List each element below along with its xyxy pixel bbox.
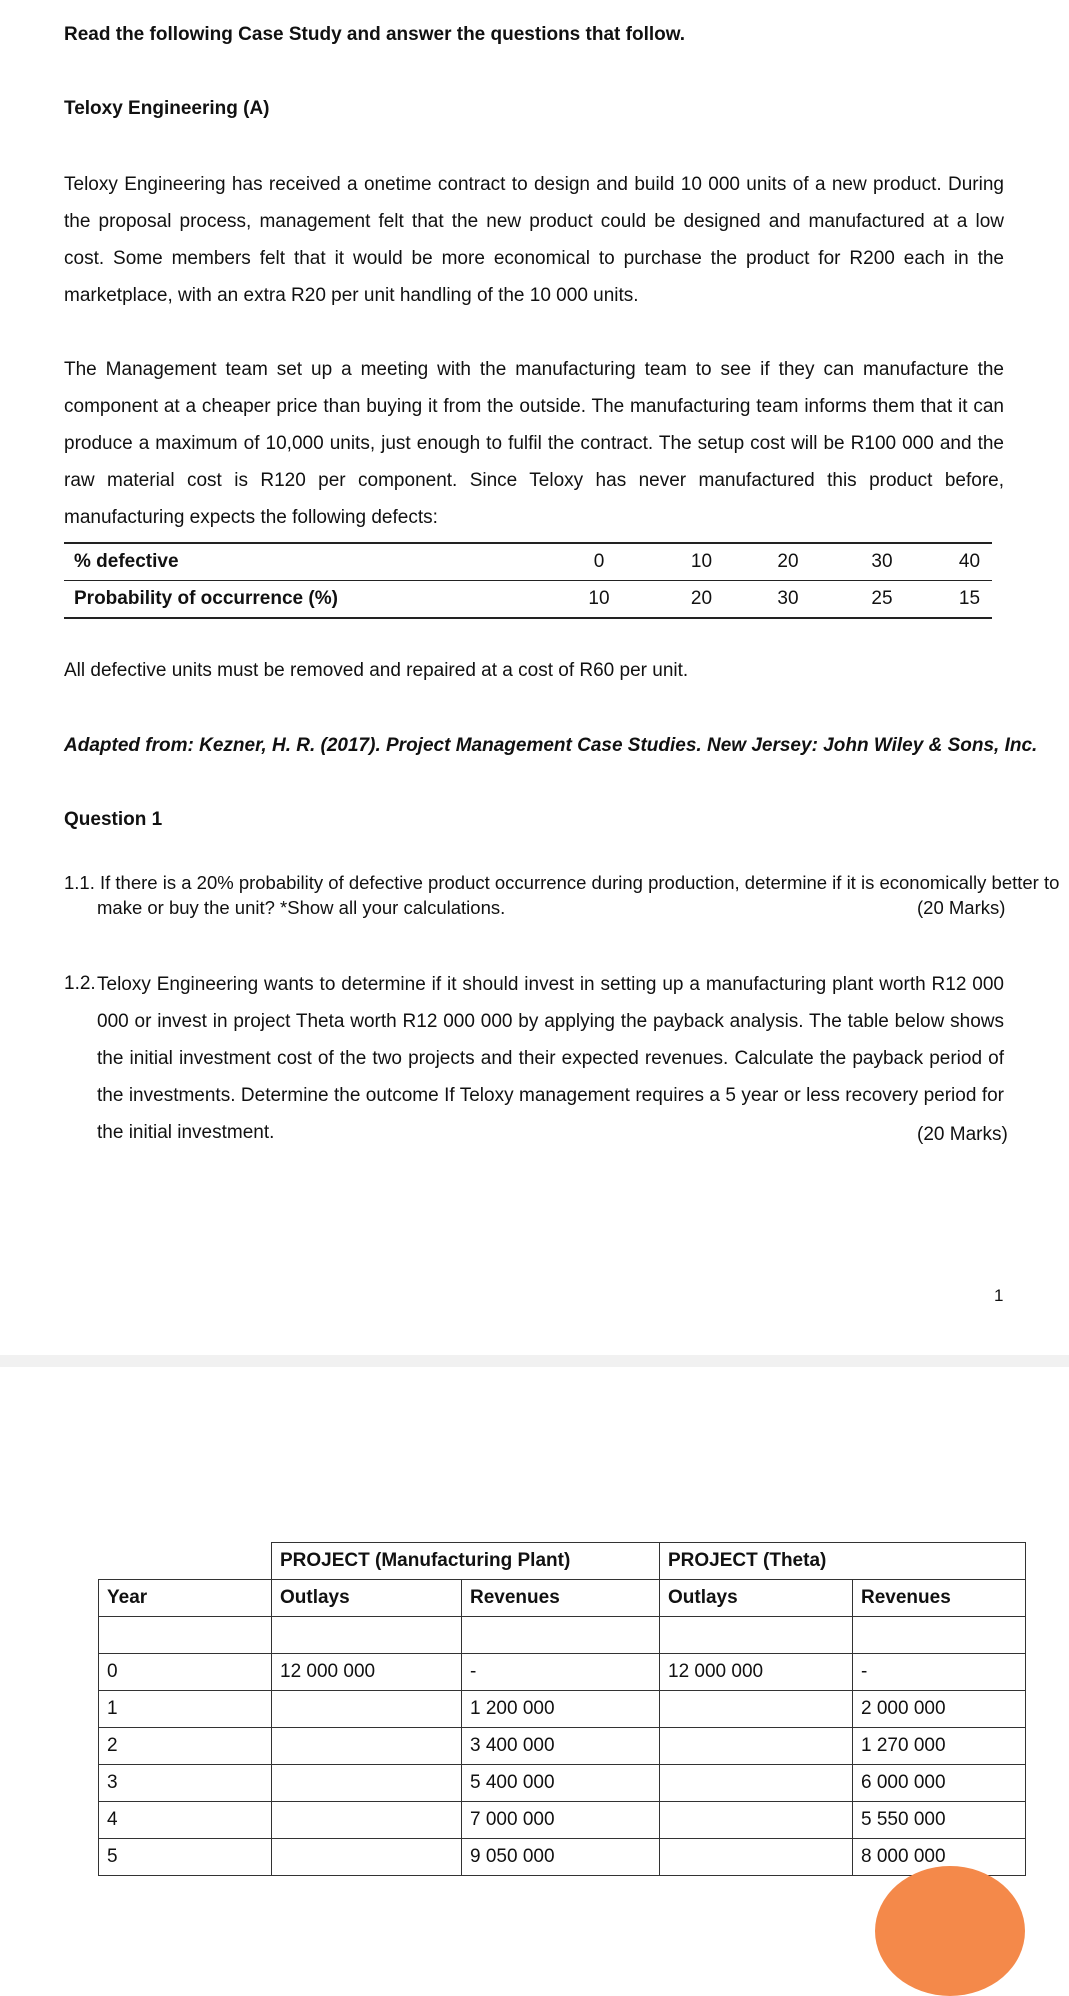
q1-2-marks: (20 Marks)	[917, 1124, 1008, 1145]
a-revenue-cell: 9 050 000	[462, 1839, 660, 1876]
defects-label-probability: Probability of occurrence (%)	[64, 581, 554, 619]
question-heading: Question 1	[64, 809, 163, 830]
b-outlay-cell	[660, 1839, 853, 1876]
floating-action-button[interactable]	[875, 1866, 1025, 1996]
col-b-outlays: Outlays	[660, 1580, 853, 1617]
payback-table	[98, 1542, 1026, 1876]
source-citation: Adapted from: Kezner, H. R. (2017). Project Management Case Studies. New Jersey: John Wiley & Sons, Inc.	[64, 735, 1038, 756]
year-cell: 4	[99, 1802, 272, 1839]
year-cell: 0	[99, 1654, 272, 1691]
q1-1-line2: make or buy the unit? *Show all your calculations.	[97, 897, 506, 918]
defects-cell: 20	[759, 543, 817, 581]
defects-cell: 25	[817, 581, 947, 619]
a-revenue-cell: 5 400 000	[462, 1765, 660, 1802]
table-row	[99, 1728, 1026, 1765]
a-revenue-cell: 7 000 000	[462, 1802, 660, 1839]
project-a-title: PROJECT (Manufacturing Plant)	[272, 1543, 660, 1580]
col-a-outlays: Outlays	[272, 1580, 462, 1617]
table-row	[99, 1765, 1026, 1802]
defects-cell: 30	[759, 581, 817, 619]
col-b-revenues: Revenues	[853, 1580, 1026, 1617]
paragraph-2: The Management team set up a meeting with the manufacturing team to see if they can manufacture the component at a cheaper price than buying it from the outside. The manufacturing team informs them that it can produce a maximum of 10,000 units, just enough to fulfil the contract. The setup cost will be R100 000 and the raw material cost is R120 per component. Since Teloxy has never manufactured this product before, manufacturing expects the following defects:	[64, 359, 1004, 528]
defects-label-percent: % defective	[64, 543, 554, 581]
a-outlay-cell	[272, 1691, 462, 1728]
b-outlay-cell	[660, 1802, 853, 1839]
table-row-empty	[99, 1617, 1026, 1654]
paragraph-1: Teloxy Engineering has received a onetime contract to design and build 10 000 units of a new product. During the proposal process, management felt that the new product could be designed and manufactured at a low cost. Some members felt that it would be more economical to purchase the product for R200 each in the marketplace, with an extra R20 per unit handling of the 10 000 units.	[64, 174, 1004, 306]
table-row	[99, 1691, 1026, 1728]
defects-row-percent	[64, 543, 992, 581]
b-revenue-cell: 6 000 000	[853, 1765, 1026, 1802]
table-row	[99, 1802, 1026, 1839]
b-revenue-cell: 1 270 000	[853, 1728, 1026, 1765]
defects-table	[64, 542, 992, 619]
b-outlay-cell	[660, 1765, 853, 1802]
year-cell: 3	[99, 1765, 272, 1802]
defects-cell: 40	[947, 543, 992, 581]
repair-note: All defective units must be removed and repaired at a cost of R60 per unit.	[64, 660, 689, 681]
b-outlay-cell	[660, 1691, 853, 1728]
col-a-revenues: Revenues	[462, 1580, 660, 1617]
a-revenue-cell: 3 400 000	[462, 1728, 660, 1765]
q1-2-text: Teloxy Engineering wants to determine if it should invest in setting up a manufacturing plant worth R12 000 000 or invest in project Theta worth R12 000 000 by applying the payback analysis. The table below shows the initial investment cost of the two projects and their expected revenues. Calculate the payback period of the investments. Determine the outcome If Teloxy management requires a 5 year or less recovery period for the initial investment.	[97, 974, 1004, 1143]
q1-1-marks: (20 Marks)	[917, 897, 1006, 918]
col-year: Year	[99, 1580, 272, 1617]
b-revenue-cell: 2 000 000	[853, 1691, 1026, 1728]
table-row	[99, 1654, 1026, 1691]
instruction-heading: Read the following Case Study and answer the questions that follow.	[64, 24, 686, 45]
year-cell: 1	[99, 1691, 272, 1728]
defects-cell: 10	[644, 543, 759, 581]
defects-row-probability	[64, 581, 992, 619]
year-cell: 2	[99, 1728, 272, 1765]
page-number: 1	[994, 1286, 1004, 1305]
a-outlay-cell	[272, 1839, 462, 1876]
project-b-title: PROJECT (Theta)	[660, 1543, 1026, 1580]
payback-project-header-row	[99, 1543, 1026, 1580]
q1-1-line1: 1.1. If there is a 20% probability of defective product occurrence during production, determine if it is economically better to	[64, 872, 1060, 893]
b-revenue-cell: 5 550 000	[853, 1802, 1026, 1839]
payback-column-header-row	[99, 1580, 1026, 1617]
b-revenue-cell: -	[853, 1654, 1026, 1691]
q1-2-number: 1.2.	[64, 973, 96, 994]
defects-cell: 10	[554, 581, 644, 619]
b-revenue-cell: 8 000 000	[853, 1839, 1026, 1876]
a-revenue-cell: 1 200 000	[462, 1691, 660, 1728]
table-row	[99, 1839, 1026, 1876]
defects-cell: 15	[947, 581, 992, 619]
a-outlay-cell	[272, 1728, 462, 1765]
b-outlay-cell	[660, 1728, 853, 1765]
b-outlay-cell: 12 000 000	[660, 1654, 853, 1691]
year-cell: 5	[99, 1839, 272, 1876]
case-title: Teloxy Engineering (A)	[64, 98, 270, 119]
a-outlay-cell: 12 000 000	[272, 1654, 462, 1691]
a-revenue-cell: -	[462, 1654, 660, 1691]
a-outlay-cell	[272, 1802, 462, 1839]
defects-cell: 0	[554, 543, 644, 581]
defects-cell: 20	[644, 581, 759, 619]
page-separator	[0, 1355, 1069, 1367]
a-outlay-cell	[272, 1765, 462, 1802]
defects-cell: 30	[817, 543, 947, 581]
